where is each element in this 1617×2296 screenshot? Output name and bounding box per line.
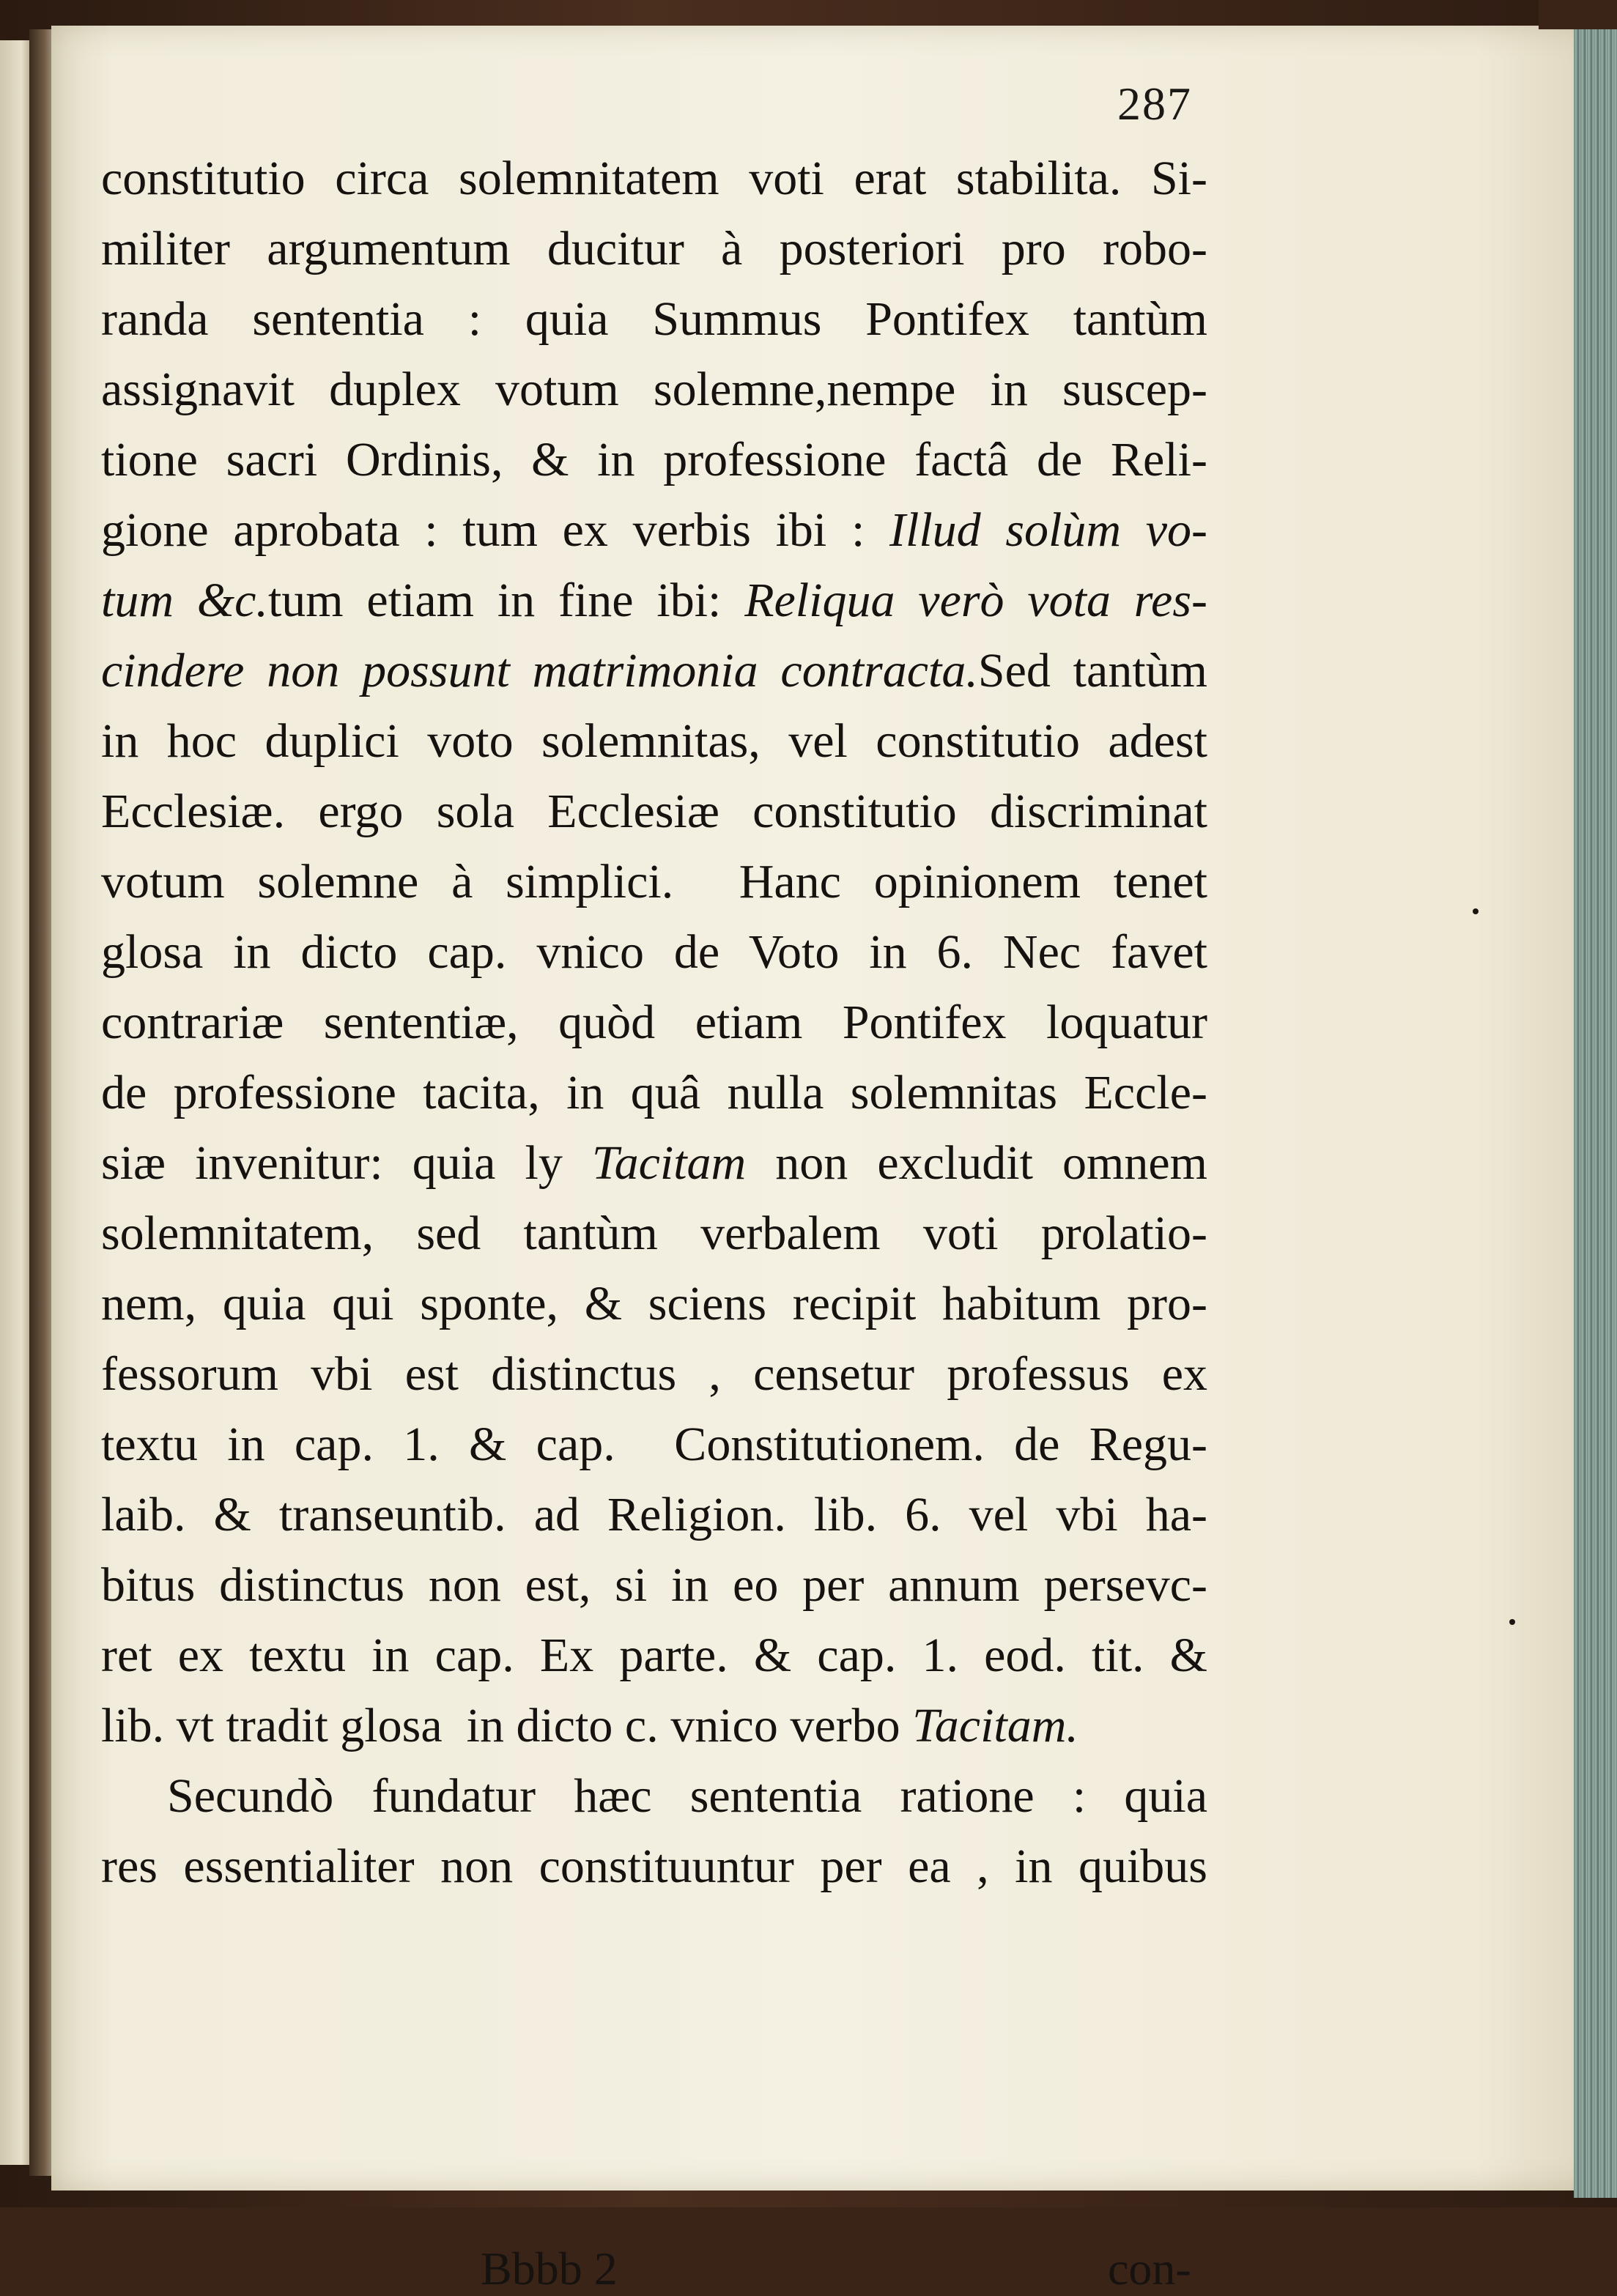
italic-text: cindere non possunt matrimonia contracta. [101,644,978,697]
text-run: Ecclesiæ. ergo sola Ecclesiæ constitutio discriminat [101,785,1207,838]
text-run: contrariæ sententiæ, quòd etiam Pontifex loquatur [101,996,1207,1049]
text-line [101,988,1207,1058]
text-run: siæ invenitur: quia ly [101,1136,592,1190]
text-line [101,1480,1207,1550]
signature-mark: Bbbb 2 [481,2243,618,2295]
italic-text: Tacitam [591,1136,747,1190]
text-line [101,1058,1207,1128]
text-run: Secundò fundatur hæc sententia ratione : quia [167,1769,1207,1823]
italic-text: Reliqua verò vota res- [744,574,1207,627]
text-line [101,566,1207,636]
text-run: assignavit duplex votum solemne,nempe in suscep- [101,363,1207,416]
text-run: laib. & transeuntib. ad Religion. lib. 6. vel vbi ha- [101,1488,1207,1541]
text-run: votum solemne à simplici. Hanc opinionem tenet [101,855,1207,908]
text-run: nem, quia qui sponte, & sciens recipit habitum pro- [101,1277,1207,1330]
text-line [101,636,1207,706]
text-line [101,1832,1207,1902]
text-line [101,1199,1207,1269]
text-run: res essentialiter non constituuntur per ea , in quibus [101,1840,1207,1893]
text-run: ret ex textu in cap. Ex parte. & cap. 1. eod. tit. & [101,1629,1207,1682]
background-corner [1539,0,1617,29]
text-line [101,847,1207,917]
text-run: Sed tantùm [977,644,1207,697]
text-run: de professione tacita, in quâ nulla solemnitas Eccle- [101,1066,1207,1119]
text-line [101,917,1207,988]
italic-text: tum &c. [101,574,268,627]
text-run: militer argumentum ducitur à posteriori pro robo- [101,222,1207,275]
page-number: 287 [1117,78,1192,130]
text-run: textu in cap. 1. & cap. Constitutionem. de Regu- [101,1418,1207,1471]
facing-page-edge [0,40,31,2165]
text-line [101,144,1207,214]
page-fore-edge [1574,7,1617,2198]
text-line [101,355,1207,425]
italic-text: Illud solùm vo- [889,503,1207,557]
text-line [101,495,1207,566]
text-run: tione sacri Ordinis, & in professione factâ de Reli- [101,433,1207,486]
text-run: tum etiam in fine ibi: [267,574,745,627]
paper-speck [1473,908,1479,914]
text-run: gione aprobata : tum ex verbis ibi : [101,503,889,557]
text-line [101,1691,1207,1761]
text-line [101,706,1207,777]
text-run: glosa in dicto cap. vnico de Voto in 6. Nec favet [101,925,1207,979]
text-line [101,777,1207,847]
text-line [101,425,1207,495]
text-line [101,1410,1207,1480]
text-line [101,1621,1207,1691]
catchword: con- [1108,2243,1191,2295]
text-run: non excludit omnem [746,1136,1207,1190]
text-line [101,214,1207,284]
text-line [101,1761,1207,1832]
text-line [101,1550,1207,1621]
text-run: in hoc duplici voto solemnitas, vel constitutio adest [101,714,1207,768]
text-line [101,284,1207,355]
text-run: lib. vt tradit glosa in dicto c. vnico verbo [101,1699,913,1752]
text-run: randa sententia : quia Summus Pontifex tantùm [101,292,1207,346]
text-run: fessorum vbi est distinctus , censetur professus ex [101,1347,1207,1401]
text-line [101,1128,1207,1199]
text-run: bitus distinctus non est, si in eo per annum persevc- [101,1558,1207,1612]
text-run: solemnitatem, sed tantùm verbalem voti prolatio- [101,1207,1207,1260]
paper-speck [1509,1619,1515,1625]
text-run: constitutio circa solemnitatem voti erat stabilita. Si- [101,152,1207,205]
text-line [101,1339,1207,1410]
text-line [101,1269,1207,1339]
body-text [101,144,1207,1902]
italic-text: Tacitam. [912,1699,1078,1752]
